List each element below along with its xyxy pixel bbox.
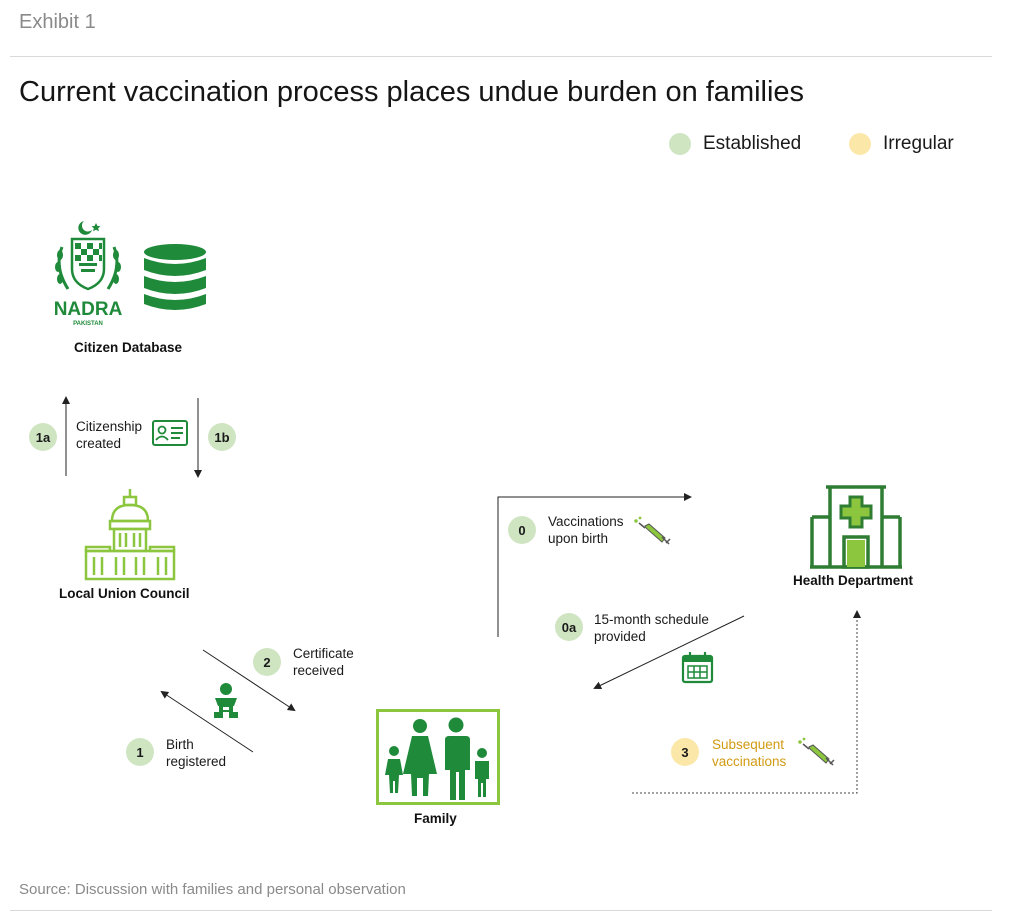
- step-0a-label: [594, 611, 709, 645]
- step-2-line1: Certificate: [293, 646, 354, 661]
- step-2-badge: 2: [253, 648, 281, 676]
- step-0a-line1: 15-month schedule: [594, 612, 709, 627]
- step-0-line1: Vaccinations: [548, 514, 624, 529]
- step-1a-label: [76, 418, 142, 452]
- step-1a-line2: created: [76, 436, 122, 451]
- nadra-logo: [48, 217, 128, 329]
- source-note: Source: Discussion with families and personal observation: [19, 881, 406, 898]
- family-icon: [376, 709, 500, 805]
- id-card-icon: [152, 420, 188, 446]
- council-building-icon: [84, 487, 176, 581]
- exhibit-label: Exhibit 1: [19, 11, 96, 33]
- citizen-database-caption: Citizen Database: [74, 340, 183, 355]
- step-0a-badge: 0a: [555, 613, 583, 641]
- legend-established-label: Established: [703, 133, 802, 154]
- step-3-badge: 3: [671, 738, 699, 766]
- step-1-label: [166, 736, 226, 770]
- step-1-line1: Birth: [166, 737, 194, 752]
- family-caption: Family: [414, 811, 457, 826]
- baby-icon: [211, 682, 241, 720]
- step-3-line2: vaccinations: [712, 754, 787, 769]
- step-1a-badge: 1a: [29, 423, 57, 451]
- nadra-logo-subtext: PAKISTAN: [73, 321, 103, 327]
- hospital-icon: [810, 483, 902, 569]
- step-0-label: [548, 513, 624, 547]
- step-1b-badge: 1b: [208, 423, 236, 451]
- step-1a-line1: Citizenship: [76, 419, 143, 434]
- bottom-divider: [10, 910, 992, 911]
- step-3-line1: Subsequent: [712, 737, 785, 752]
- syringe-icon: [633, 515, 673, 549]
- calendar-icon: [681, 651, 714, 684]
- legend-irregular-label: Irregular: [883, 133, 954, 154]
- syringe-icon-2: [797, 736, 837, 770]
- page-title: Current vaccination process places undue burden on families: [19, 76, 805, 108]
- health-department-caption: Health Department: [793, 573, 914, 588]
- step-3-label: [712, 736, 786, 770]
- step-2-label: [293, 645, 354, 679]
- step-0-badge: 0: [508, 516, 536, 544]
- step-1-badge: 1: [126, 738, 154, 766]
- step-1-line2: registered: [166, 754, 227, 769]
- nadra-logo-text: NADRA: [53, 299, 123, 320]
- database-icon: [143, 244, 207, 314]
- local-union-council-caption: Local Union Council: [59, 586, 190, 601]
- step-2-line2: received: [293, 663, 345, 678]
- step-0a-line2: provided: [594, 629, 646, 644]
- step-0-line2: upon birth: [548, 531, 609, 546]
